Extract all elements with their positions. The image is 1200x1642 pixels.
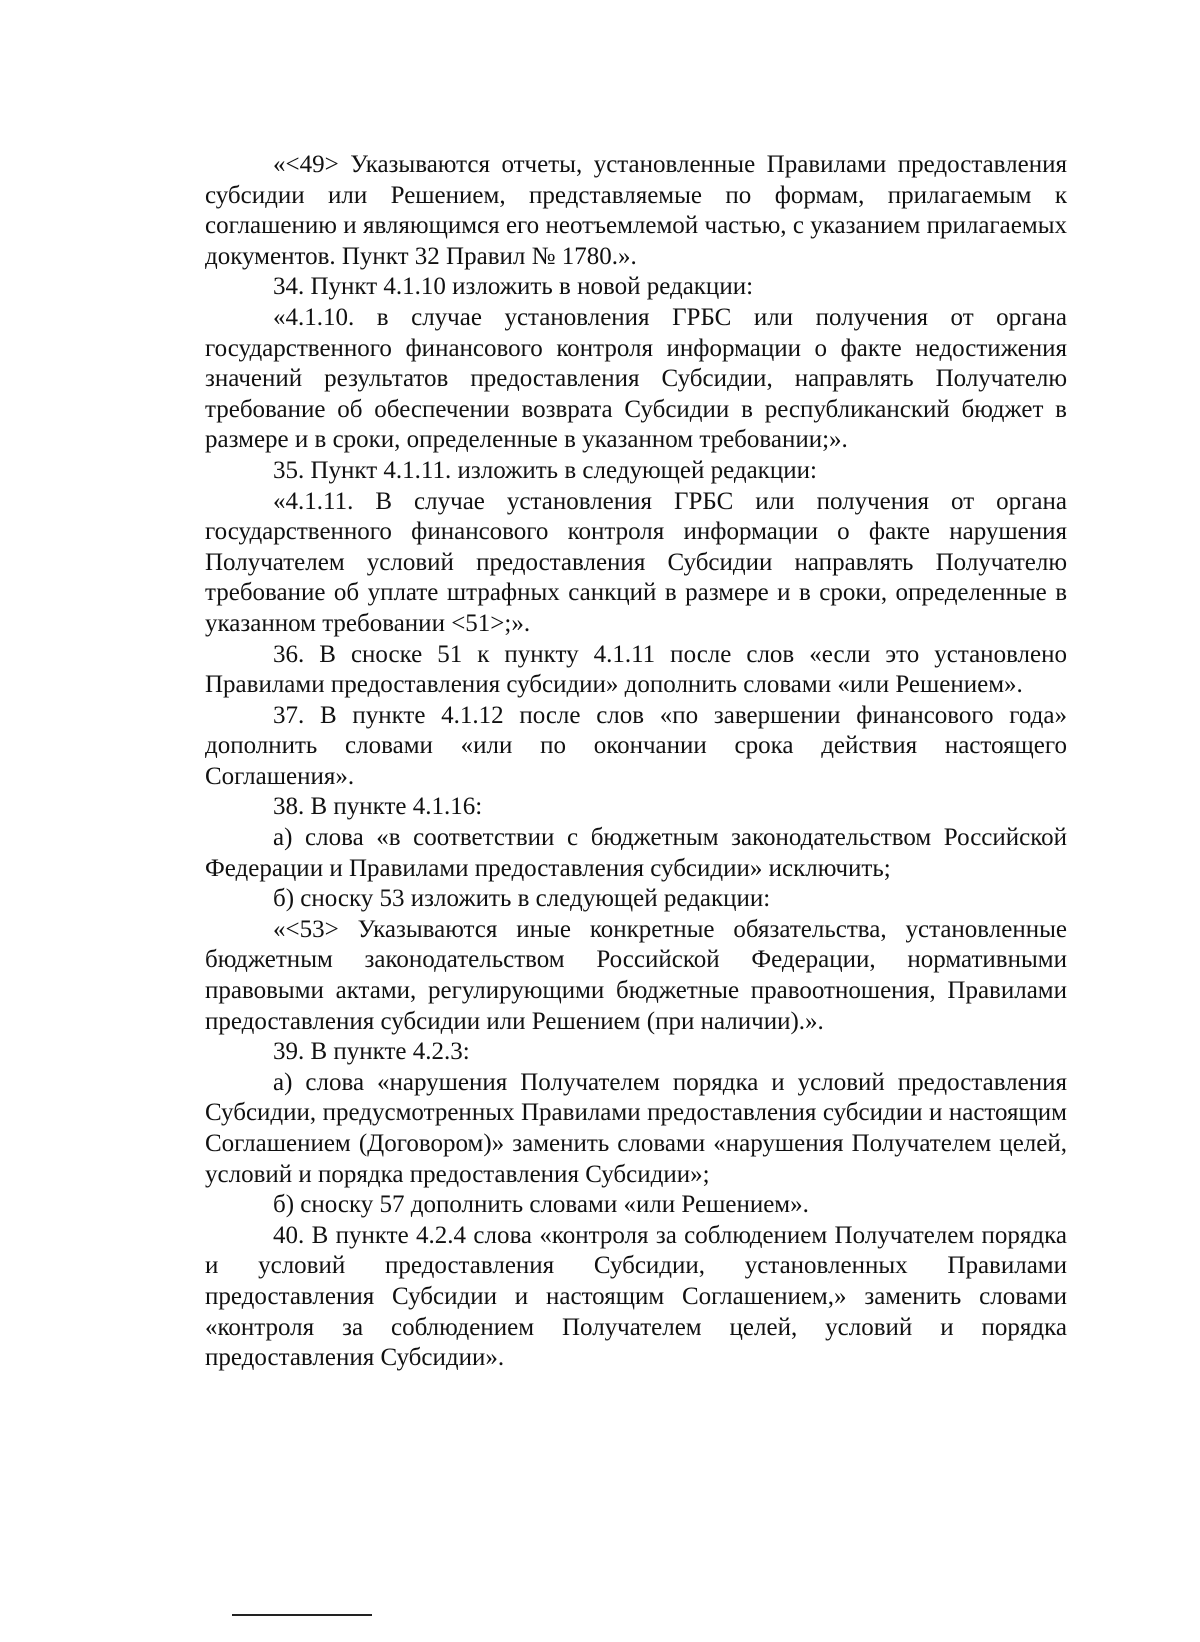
paragraph-item-39-a: а) слова «нарушения Получателем порядка и условий предоставления Субсидии, предусмотренных Правилами предоставления субсидии и настоящим Соглашением (Договором)» заменить словами «нарушения Получателем целей, условий и порядка предоставления Субсидии»; <box>205 1068 1067 1188</box>
paragraph-item-39: 39. В пункте 4.2.3: <box>273 1038 470 1066</box>
paragraph-item-37: 37. В пункте 4.1.12 после слов «по завершении финансового года» дополнить словами «или по окончании срока действия настоящего Соглашения». <box>205 701 1067 790</box>
footnote-separator-line <box>232 1614 372 1616</box>
paragraph-item-38: 38. В пункте 4.1.16: <box>273 793 483 821</box>
paragraph-item-34: 34. Пункт 4.1.10 изложить в новой редакции: <box>273 273 754 301</box>
paragraph-item-39-b: б) сноску 57 дополнить словами «или Решением». <box>273 1191 809 1219</box>
paragraph-item-40: 40. В пункте 4.2.4 слова «контроля за соблюдением Получателем порядка и условий предоставления Субсидии, установленных Правилами предоставления Субсидии и настоящим Соглашением,» заменить словами «контроля за соблюдением Получателем целей, условий и порядка предоставления Субсидии». <box>205 1221 1067 1372</box>
paragraph-item-38-a: а) слова «в соответствии с бюджетным законодательством Российской Федерации и Правилами предоставления субсидии» исключить; <box>205 824 1067 882</box>
paragraph-clause-4-1-11: «4.1.11. В случае установления ГРБС или получения от органа государственного финансового контроля информации о факте нарушения Получателем условий предоставления Субсидии направлять Получателю требование об уплате штрафных санкций в размере и в сроки, определенные в указанном требовании <51>;». <box>205 487 1067 637</box>
paragraph-footnote-49: «<49> Указываются отчеты, установленные Правилами предоставления субсидии или Решением, представляемые по формам, прилагаемым к соглашению и являющимся его неотъемлемой частью, с указанием прилагаемых документов. Пункт 32 Правил № 1780.». <box>205 151 1067 270</box>
document-body <box>205 150 1067 1374</box>
paragraph-item-38-b: б) сноску 53 изложить в следующей редакции: <box>273 885 771 913</box>
paragraph-item-36: 36. В сноске 51 к пункту 4.1.11 после слов «если это установлено Правилами предоставления субсидии» дополнить словами «или Решением». <box>205 640 1067 699</box>
paragraph-footnote-53: «<53> Указываются иные конкретные обязательства, установленные бюджетным законодательством Российской Федерации, нормативными правовыми актами, регулирующими бюджетные правоотношения, Правилами предоставления субсидии или Решением (при наличии).». <box>205 915 1067 1035</box>
paragraph-clause-4-1-10: «4.1.10. в случае установления ГРБС или получения от органа государственного финансового контроля информации о факте недостижения значений результатов предоставления Субсидии, направлять Получателю требование об обеспечении возврата Субсидии в республиканский бюджет в размере и в сроки, определенные в указанном требовании;». <box>205 303 1067 454</box>
paragraph-item-35: 35. Пункт 4.1.11. изложить в следующей редакции: <box>273 456 817 484</box>
